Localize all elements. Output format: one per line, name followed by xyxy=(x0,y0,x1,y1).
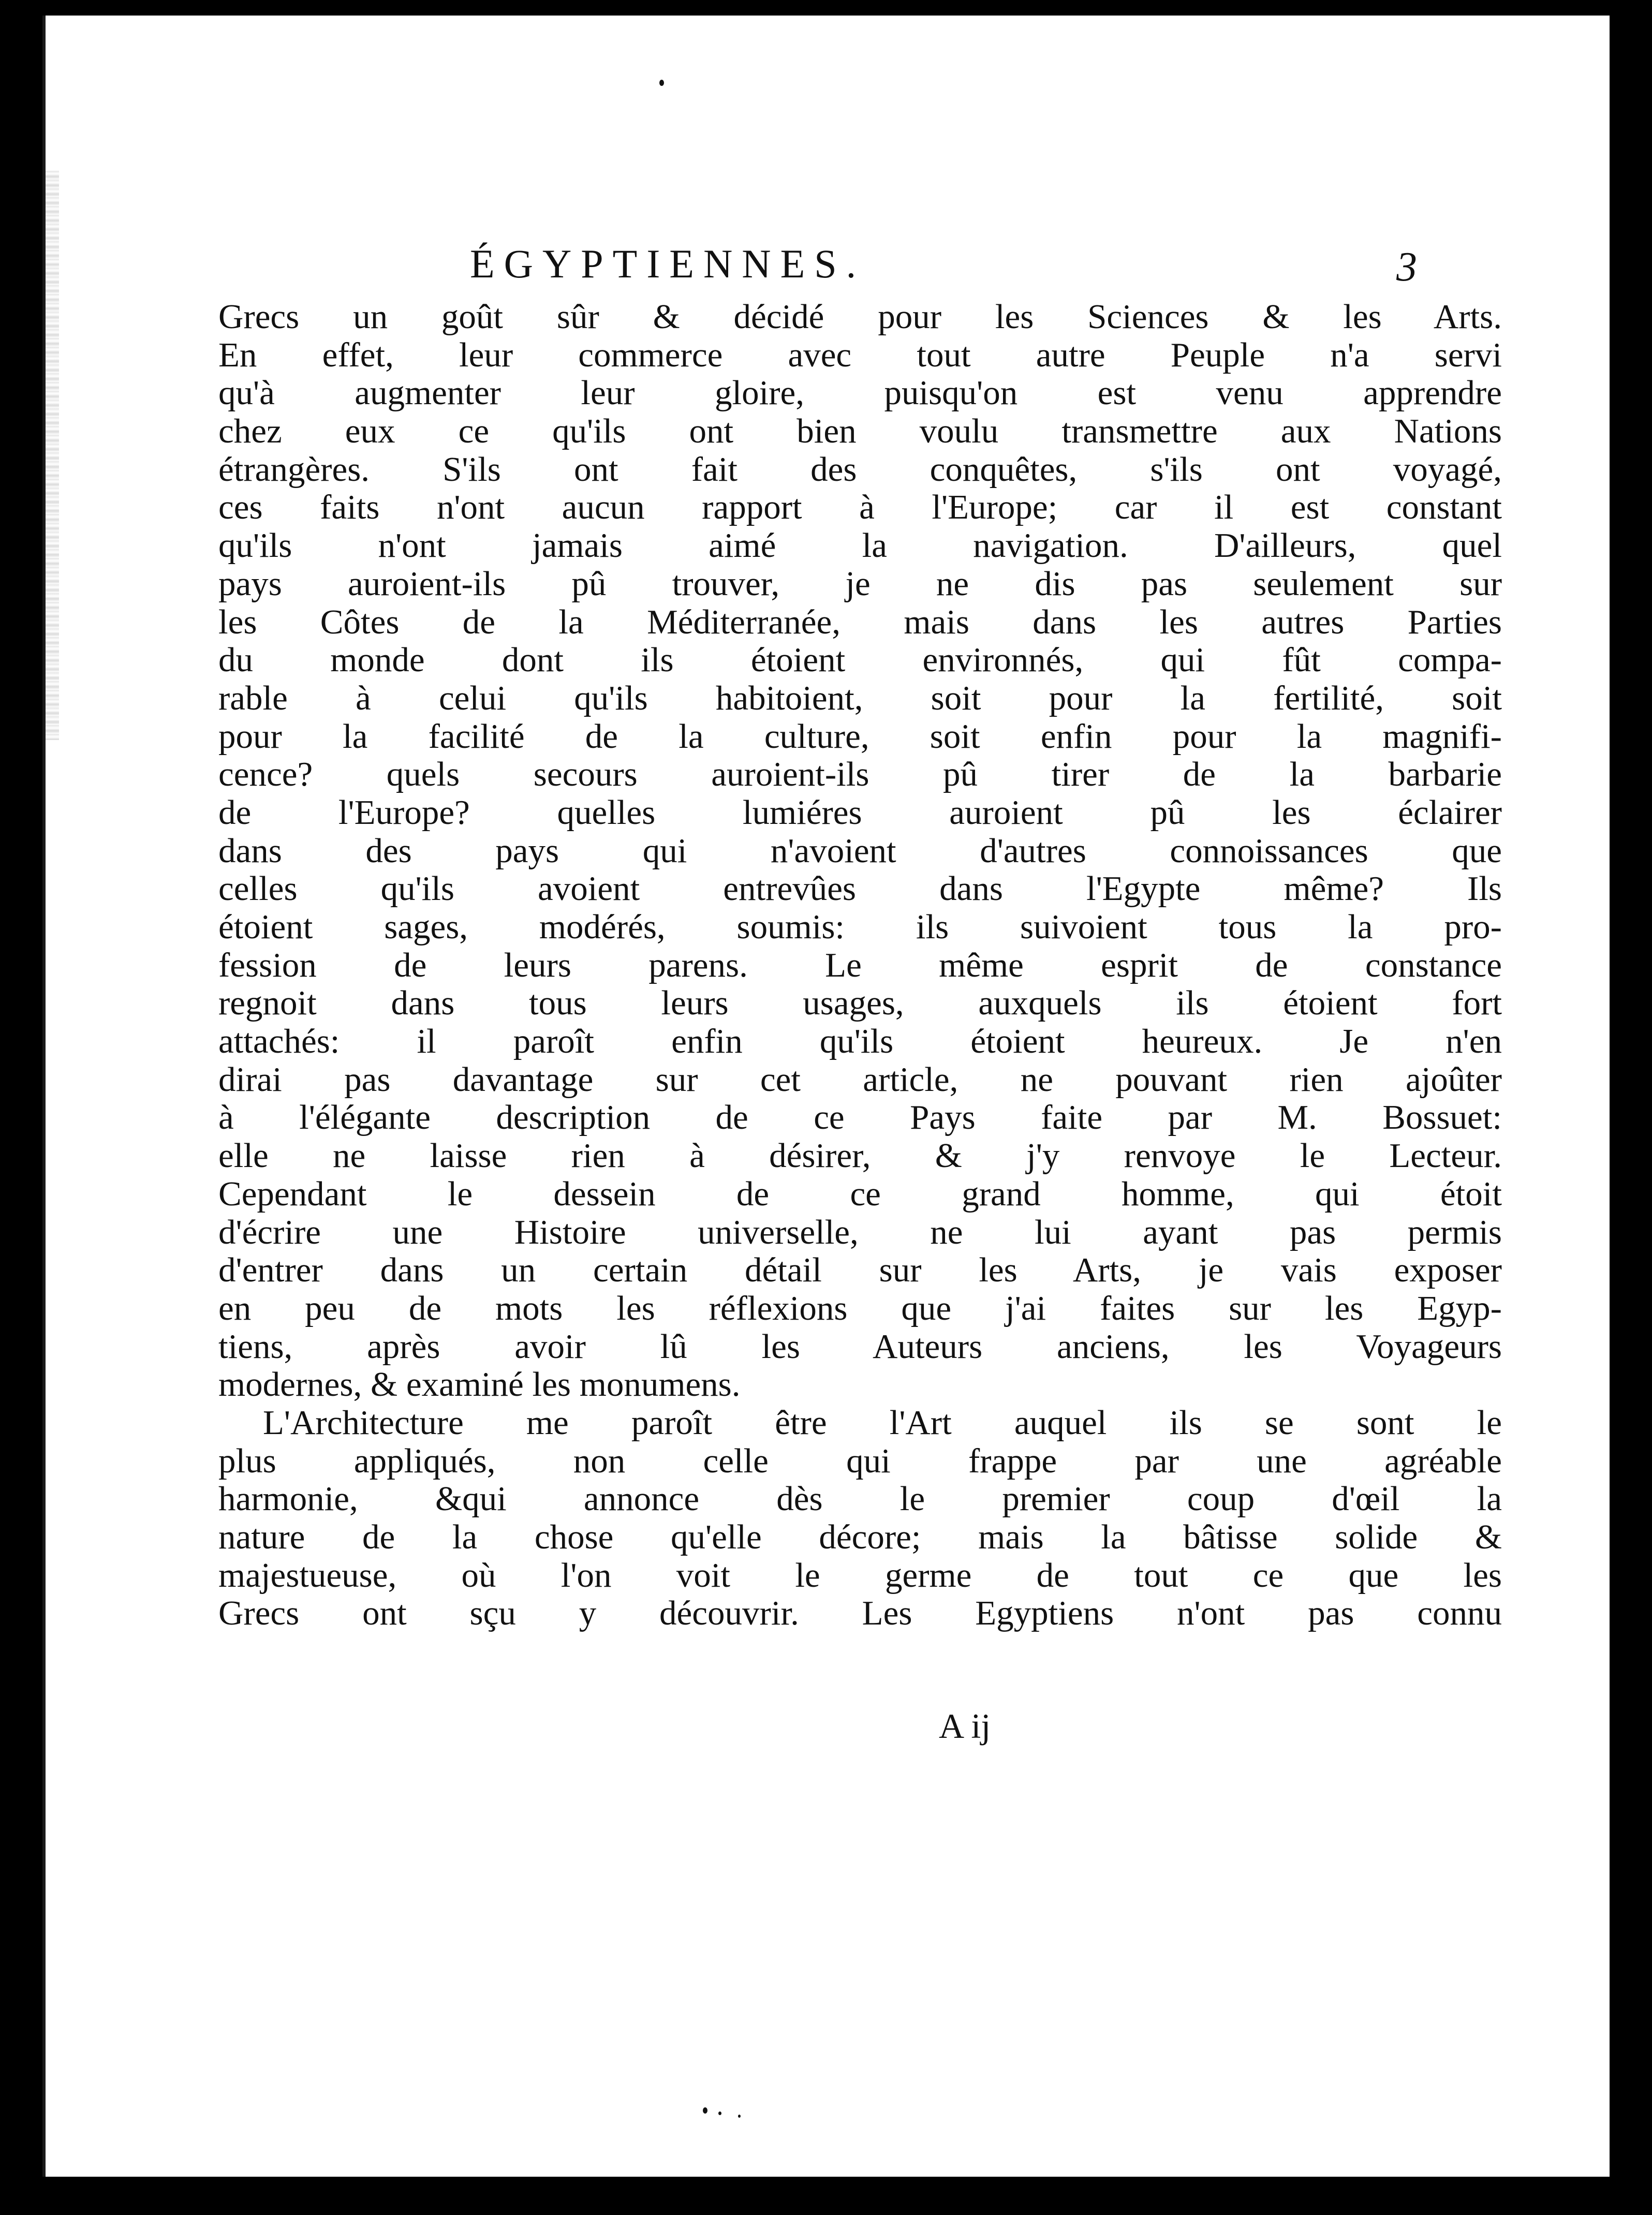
text-line: étrangères. S'ils ont fait des conquêtes, s'ils ont voyagé, xyxy=(218,450,1502,489)
text-line: fession de leurs parens. Le même esprit de constance xyxy=(218,946,1502,984)
text-line: Grecs un goût sûr & décidé pour les Sciences & les Arts. xyxy=(218,298,1502,336)
ink-speck xyxy=(718,2111,721,2115)
page-number: 3 xyxy=(1396,244,1417,290)
text-line: majestueuse, où l'on voit le germe de tout ce que les xyxy=(218,1556,1502,1594)
text-line: d'écrire une Histoire universelle, ne lui ayant pas permis xyxy=(218,1213,1502,1251)
text-line: pour la facilité de la culture, soit enfin pour la magnifi- xyxy=(218,717,1502,756)
body-text xyxy=(218,298,1502,1633)
text-line: de l'Europe? quelles lumiéres auroient pû les éclairer xyxy=(218,793,1502,832)
text-line: En effet, leur commerce avec tout autre Peuple n'a servi xyxy=(218,335,1502,374)
text-line: dirai pas davantage sur cet article, ne pouvant rien ajoûter xyxy=(218,1060,1502,1099)
text-line: celles qu'ils avoient entrevûes dans l'Egypte même? Ils xyxy=(218,869,1502,908)
text-line: qu'ils n'ont jamais aimé la navigation. D'ailleurs, quel xyxy=(218,526,1502,565)
text-line: pays auroient-ils pû trouver, je ne dis pas seulement sur xyxy=(218,564,1502,603)
text-line: attachés: il paroît enfin qu'ils étoient heureux. Je n'en xyxy=(218,1022,1502,1061)
ink-speck xyxy=(738,2115,741,2118)
text-line: Grecs ont sçu y découvrir. Les Egyptiens n'ont pas connu xyxy=(218,1594,1502,1633)
paragraph xyxy=(218,1404,1502,1633)
ink-speck xyxy=(703,2107,707,2114)
text-line: étoient sages, modérés, soumis: ils suivoient tous la pro- xyxy=(218,908,1502,946)
paragraph xyxy=(218,298,1502,1404)
text-line: dans des pays qui n'avoient d'autres connoissances que xyxy=(218,831,1502,870)
text-line: en peu de mots les réflexions que j'ai faites sur les Egyp- xyxy=(218,1289,1502,1327)
text-line: L'Architecture me paroît être l'Art auquel ils se sont le xyxy=(263,1403,1502,1442)
text-line: plus appliqués, non celle qui frappe par une agréable xyxy=(218,1441,1502,1480)
text-line: modernes, & examiné les monumens. xyxy=(218,1365,741,1404)
text-line: harmonie, &qui annonce dès le premier coup d'œil la xyxy=(218,1480,1502,1518)
text-line: elle ne laisse rien à désirer, & j'y renvoye le Lecteur. xyxy=(218,1136,1502,1175)
text-line: tiens, après avoir lû les Auteurs anciens, les Voyageurs xyxy=(218,1327,1502,1366)
text-line: qu'à augmenter leur gloire, puisqu'on est venu apprendre xyxy=(218,374,1502,412)
text-line: ces faits n'ont aucun rapport à l'Europe; car il est constant xyxy=(218,488,1502,527)
text-line: rable à celui qu'ils habitoient, soit pour la fertilité, soit xyxy=(218,678,1502,717)
page-header xyxy=(46,238,1610,295)
text-line: chez eux ce qu'ils ont bien voulu transmettre aux Nations xyxy=(218,412,1502,451)
text-line: d'entrer dans un certain détail sur les Arts, je vais exposer xyxy=(218,1251,1502,1290)
text-line: regnoit dans tous leurs usages, auxquels ils étoient fort xyxy=(218,984,1502,1023)
signature-mark: A ij xyxy=(939,1706,991,1746)
text-line: les Côtes de la Méditerranée, mais dans les autres Parties xyxy=(218,602,1502,641)
ink-speck xyxy=(659,80,664,86)
running-head: ÉGYPTIENNES. xyxy=(470,241,866,286)
book-page xyxy=(42,16,1610,2177)
text-line: du monde dont ils étoient environnés, qui fût compa- xyxy=(218,641,1502,680)
text-line: Cependant le dessein de ce grand homme, qui étoit xyxy=(218,1174,1502,1213)
text-line: à l'élégante description de ce Pays faite par M. Bossuet: xyxy=(218,1098,1502,1137)
text-line: cence? quels secours auroient-ils pû tirer de la barbarie xyxy=(218,755,1502,794)
text-line: nature de la chose qu'elle décore; mais la bâtisse solide & xyxy=(218,1518,1502,1556)
